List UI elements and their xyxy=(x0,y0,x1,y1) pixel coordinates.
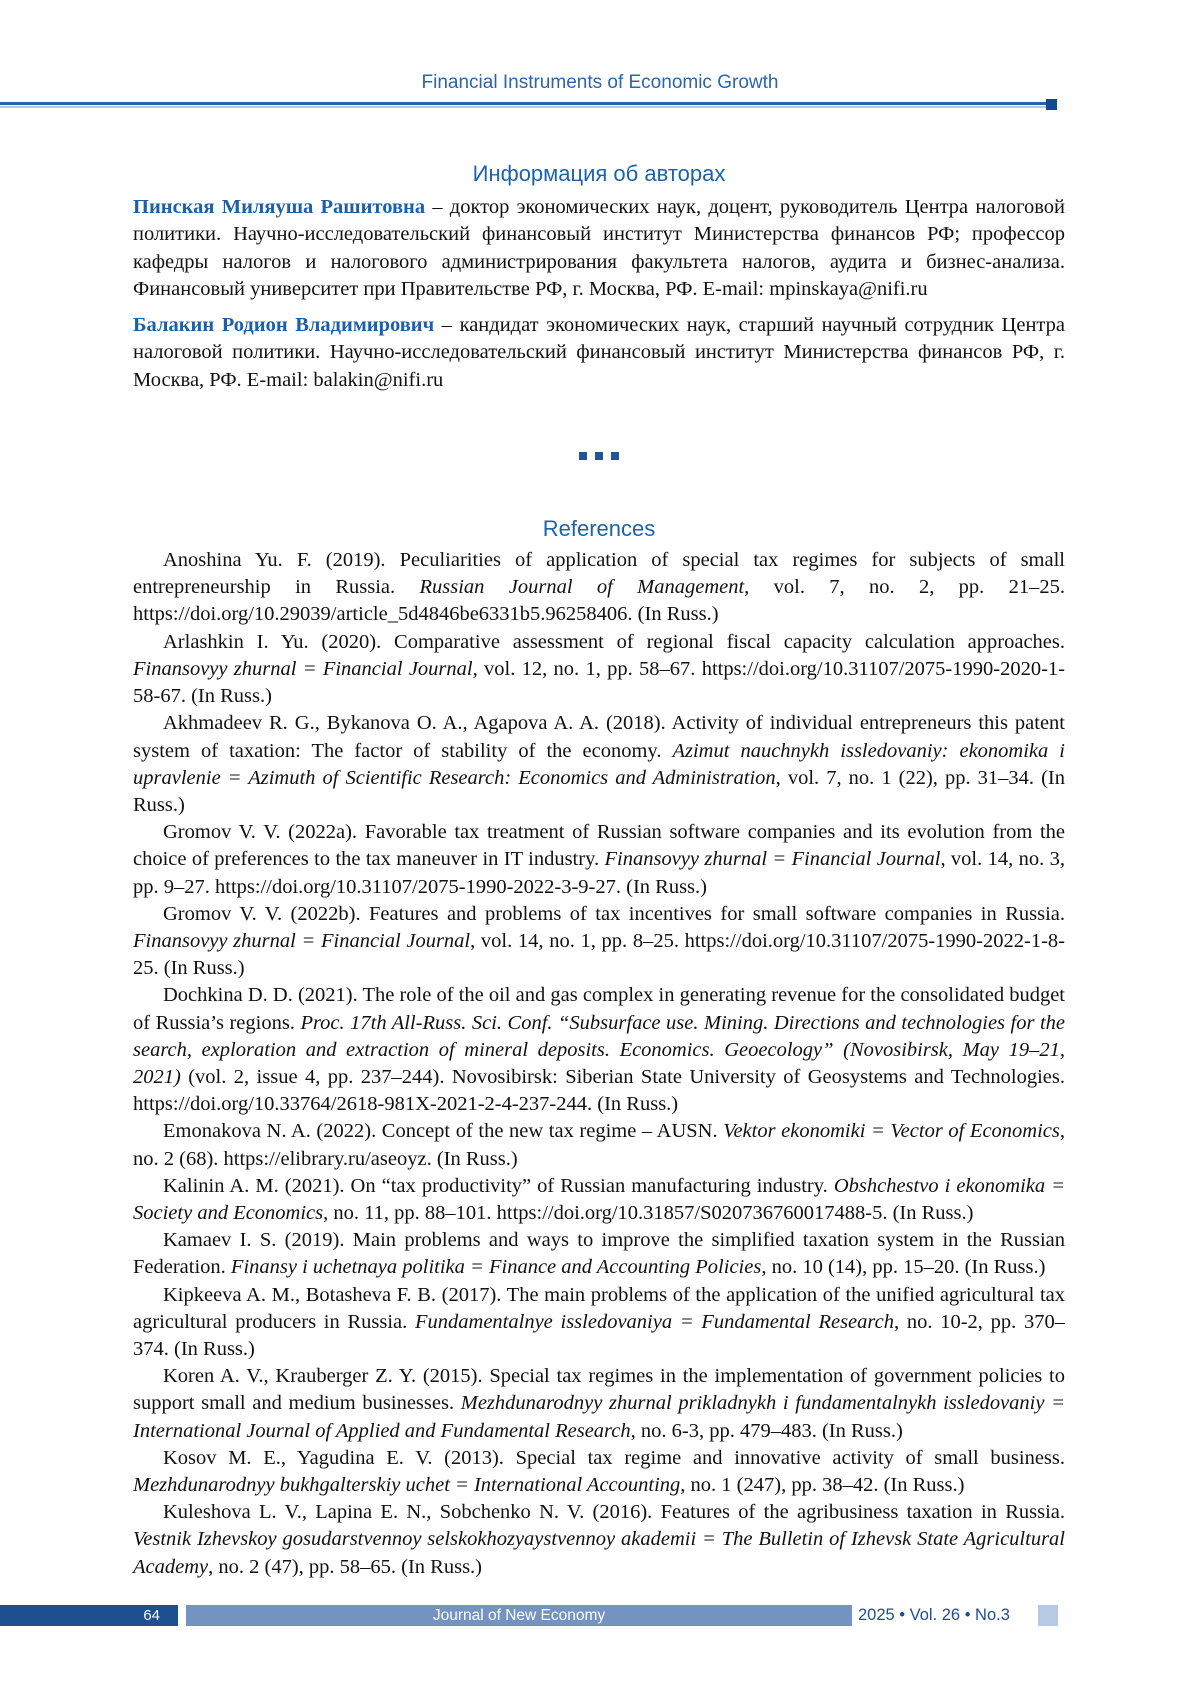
reference-entry xyxy=(133,1282,1065,1364)
reference-text: , no. 2 (47), pp. 58–65. (In Russ.) xyxy=(208,1555,483,1578)
page-number: 64 xyxy=(143,1607,160,1624)
reference-source-title: Finansovyy zhurnal = Financial Journal xyxy=(604,848,941,871)
footer-corner-square-icon xyxy=(1038,1605,1058,1626)
journal-name: Journal of New Economy xyxy=(432,1607,606,1624)
reference-entry xyxy=(133,1445,1065,1499)
reference-text: Kipkeeva A. M., Botasheva F. B. (2017). The main problems of the application of the unified agricultural tax agricultural producers in Russia. xyxy=(133,1283,1065,1333)
authors-list xyxy=(133,194,1065,394)
reference-source-title: Fundamentalnye issledovaniya = Fundamental Research xyxy=(415,1310,894,1333)
reference-entry xyxy=(133,1227,1065,1281)
reference-entry xyxy=(133,547,1065,629)
references-list xyxy=(133,547,1065,1581)
reference-entry xyxy=(133,982,1065,1118)
reference-text: , vol. 14, no. 1, pp. 8–25. https://doi.org/10.31107/2075-1990-2022-1-8-25. (In Russ.) xyxy=(133,929,1065,980)
reference-entry xyxy=(133,629,1065,711)
page-footer xyxy=(0,1605,1200,1626)
author-entry: Балакин Родион Владимирович – кандидат экономических наук, старший научный сотрудник Центра налоговой политики. Научно-исследовательский финансовый институт Министерства финансов РФ, г. Москва, РФ. E-mail: balakin@nifi.ru xyxy=(133,314,1065,391)
reference-text: , no. 2 (68). https://elibrary.ru/aseoyz. (In Russ.) xyxy=(133,1120,1066,1170)
reference-source-title: Finansovyy zhurnal = Financial Journal xyxy=(133,657,473,680)
reference-entry xyxy=(133,1363,1065,1445)
reference-source-title: Finansy i uchetnaya politika = Finance and Accounting Policies xyxy=(230,1256,762,1279)
running-title: Financial Instruments of Economic Growth xyxy=(421,72,779,93)
reference-text: Kosov M. E., Yagudina E. V. (2013). Special tax regime and innovative activity of small business. xyxy=(163,1446,1065,1469)
reference-entry xyxy=(133,710,1065,819)
authors-section-heading: Информация об авторах xyxy=(472,161,726,186)
reference-text: (vol. 2, issue 4, pp. 237–244). Novosibirsk: Siberian State University of Geosystems and Technologies. https://doi.org/10.33764/2618-981X-2021-2-4-237-244. (In Russ.) xyxy=(133,1065,1065,1116)
reference-text: Kuleshova L. V., Lapina E. N., Sobchenko N. V. (2016). Features of the agribusiness taxation in Russia. xyxy=(163,1501,1065,1524)
reference-text: Akhmadeev R. G., Bykanova O. A., Agapova A. A. (2018). Activity of individual entrepreneurs this patent system of taxation: The factor of stability of the economy. xyxy=(133,712,1065,762)
reference-text: , no. 10 (14), pp. 15–20. (In Russ.) xyxy=(761,1256,1046,1279)
header-rule-dark-line xyxy=(0,102,1046,105)
reference-text: , vol. 14, no. 3, pp. 9–27. https://doi.org/10.31107/2075-1990-2022-3-9-27. (In Russ.) xyxy=(133,848,1065,898)
reference-source-title: Vektor ekonomiki = Vector of Economics xyxy=(723,1120,1060,1143)
reference-entry xyxy=(133,1499,1065,1581)
reference-entry xyxy=(133,901,1065,983)
author-entry: Пинская Миляуша Рашитовна – доктор экономических наук, доцент, руководитель Центра налоговой политики. Научно-исследовательский финансовый институт Министерства финансов РФ; профессор кафедры налогов и налогового администрирования факультета налогов, аудита и бизнес-анализа. Финансовый университет при Правительстве РФ, г. Москва, РФ. E-mail: mpinskaya@nifi.ru xyxy=(133,196,1065,300)
reference-text: Koren A. V., Krauberger Z. Y. (2015). Special tax regimes in the implementation of government policies to support small and medium businesses. xyxy=(133,1365,1065,1415)
author-name: Балакин Родион Владимирович xyxy=(133,314,435,337)
reference-text: , vol. 12, no. 1, pp. 58–67. https://doi.org/10.31107/2075-1990-2020-1-58-67. (In Russ.) xyxy=(133,657,1065,708)
header-rule-light-line xyxy=(0,106,1046,108)
header-rule-end-square-icon xyxy=(1046,99,1057,110)
reference-text: , no. 6-3, pp. 479–483. (In Russ.) xyxy=(630,1419,903,1442)
reference-source-title: Finansovyy zhurnal = Financial Journal xyxy=(133,929,471,952)
header-rule xyxy=(0,102,1046,108)
author-name: Пинская Миляуша Рашитовна xyxy=(133,196,426,218)
issue-info: 2025 • Vol. 26 • No.3 xyxy=(858,1606,1010,1624)
separator-square-icon xyxy=(579,452,587,460)
reference-entry xyxy=(133,1173,1065,1227)
page-number-bar xyxy=(0,1605,178,1626)
reference-text: Anoshina Yu. F. (2019). Peculiarities of application of special tax regimes for subjects of small entrepreneurship in Russia. xyxy=(133,549,1065,599)
reference-source-title: Vestnik Izhevskoy gosudarstvennoy selskokhozyaystvennoy akademii = The Bulletin of Izhevsk State Agricultural Academy xyxy=(133,1528,1065,1578)
reference-source-title: Azimut nauchnykh issledovaniy: ekonomika i upravlenie = Azimuth of Scientific Research: Economics and Administration xyxy=(133,739,1065,789)
reference-source-title: Russian Journal of Management xyxy=(419,576,745,599)
reference-text: , vol. 7, no. 2, pp. 21–25. https://doi.org/10.29039/article_5d4846be6331b5.96258406. (In Russ.) xyxy=(133,576,1065,626)
reference-text: Arlashkin I. Yu. (2020). Comparative assessment of regional fiscal capacity calculation approaches. xyxy=(163,630,1065,653)
separator-square-icon xyxy=(611,452,619,460)
journal-name-bar xyxy=(186,1605,852,1626)
separator-square-icon xyxy=(595,452,603,460)
reference-text: Gromov V. V. (2022a). Favorable tax treatment of Russian software companies and its evolution from the choice of preferences to the tax maneuver in IT industry. xyxy=(133,821,1065,871)
reference-text: , no. 11, pp. 88–101. https://doi.org/10.31857/S020736760017488-5. (In Russ.) xyxy=(323,1201,974,1224)
dots-separator-icon xyxy=(133,452,1065,460)
reference-source-title: Mezhdunarodnyy zhurnal prikladnykh i fundamentalnykh issledovaniy = International Journal of Applied and Fundamental Research xyxy=(133,1392,1065,1442)
reference-entry xyxy=(133,819,1065,901)
reference-source-title: Proc. 17th All-Russ. Sci. Conf. “Subsurface use. Mining. Directions and technologies for the search, exploration and extraction of mineral deposits. Economics. Geoecology” (Novosibirsk, May 19–21, 2021) xyxy=(133,1011,1066,1088)
reference-text: Dochkina D. D. (2021). The role of the oil and gas complex in generating revenue for the consolidated budget of Russia’s regions. xyxy=(133,984,1065,1034)
reference-text: Emonakova N. A. (2022). Concept of the new tax regime – AUSN. xyxy=(163,1120,724,1143)
reference-text: Kalinin A. M. (2021). On “tax productivity” of Russian manufacturing industry. xyxy=(163,1174,834,1197)
reference-text: , vol. 7, no. 1 (22), pp. 31–34. (In Russ.) xyxy=(133,766,1065,816)
reference-text: Kamaev I. S. (2019). Main problems and ways to improve the simplified taxation system in the Russian Federation. xyxy=(133,1229,1065,1279)
reference-text: , no. 1 (247), pp. 38–42. (In Russ.) xyxy=(680,1473,965,1496)
reference-text: Gromov V. V. (2022b). Features and problems of tax incentives for small software companies in Russia. xyxy=(163,902,1065,925)
reference-source-title: Obshchestvo i ekonomika = Society and Economics xyxy=(133,1174,1066,1224)
reference-text: , no. 10-2, pp. 370–374. (In Russ.) xyxy=(133,1310,1065,1360)
reference-source-title: Mezhdunarodnyy bukhgalterskiy uchet = International Accounting xyxy=(133,1473,681,1496)
reference-entry xyxy=(133,1118,1065,1172)
page-content xyxy=(133,161,1065,1581)
references-heading: References xyxy=(542,516,656,542)
